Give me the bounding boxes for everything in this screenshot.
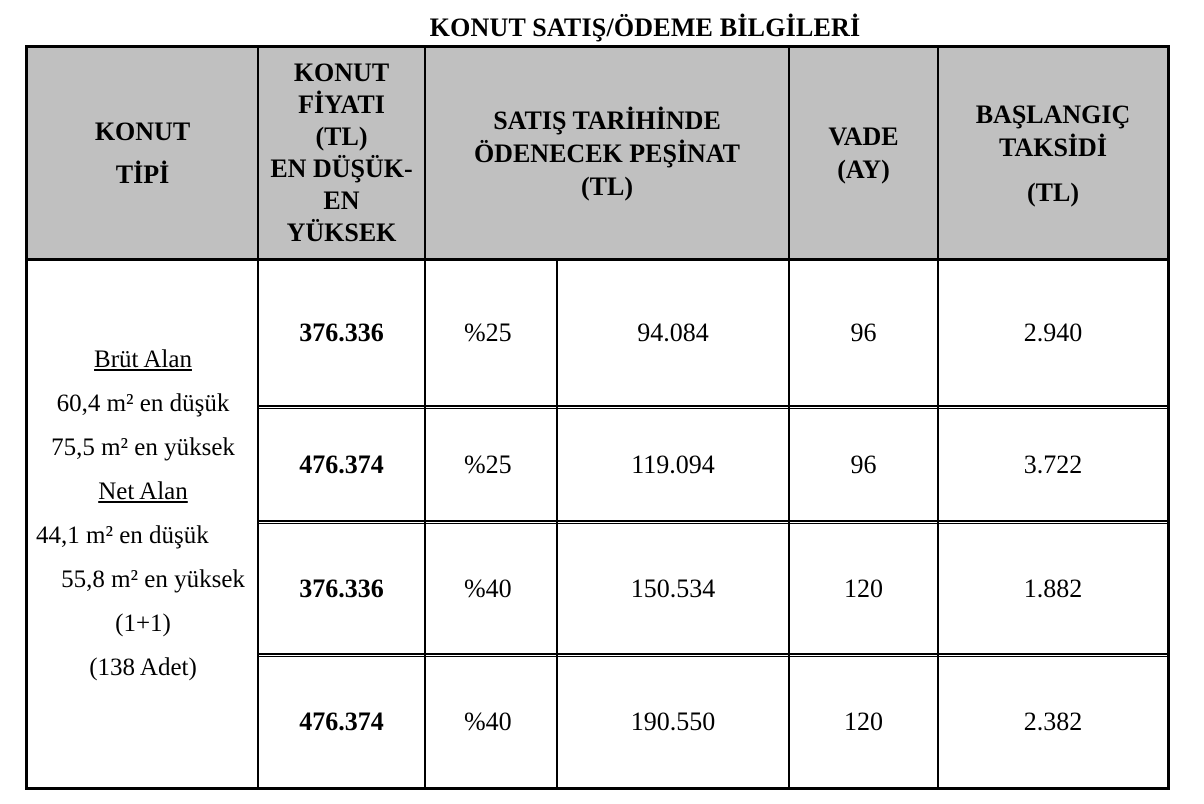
header-vade-line: VADE <box>828 122 899 151</box>
header-konut-fiyati <box>259 48 424 258</box>
header-pesinat-line: SATIŞ TARİHİNDE <box>493 105 721 135</box>
header-vade <box>790 48 937 258</box>
row4-vade: 120 <box>844 707 883 736</box>
row4-oran: %40 <box>464 707 512 736</box>
row1-oran: %25 <box>464 318 512 347</box>
row2-oran: %25 <box>464 449 512 479</box>
row1-pesinat: 94.084 <box>637 318 709 347</box>
header-divider <box>257 48 259 258</box>
header-konut-fiyati-line: KONUT <box>293 58 390 87</box>
brut-alan-label: Brüt Alan <box>94 346 192 373</box>
header-pesinat <box>426 48 788 258</box>
brut-alan-max: 75,5 m² en yüksek <box>51 434 235 461</box>
brut-alan-min: 60,4 m² en düşük <box>56 390 230 417</box>
net-alan-min: 44,1 m² en düşük <box>36 522 209 549</box>
header-vade-line: (AY) <box>837 155 890 184</box>
header-konut-tipi-line: KONUT <box>94 117 191 146</box>
header-konut-fiyati-line: FİYATI <box>298 90 385 119</box>
row1-taksit: 2.940 <box>1023 318 1083 347</box>
header-divider <box>424 48 426 258</box>
row2-pesinat: 119.094 <box>631 449 715 479</box>
row3-fiyat: 376.336 <box>299 573 384 603</box>
net-alan-label: Net Alan <box>98 478 188 505</box>
header-taksit <box>939 48 1167 258</box>
body-divider <box>424 261 426 787</box>
header-taksit-line: BAŞLANGIÇ <box>975 99 1131 129</box>
header-konut-fiyati-line: (TL) <box>315 122 368 151</box>
row1-vade: 96 <box>850 318 877 347</box>
row2-taksit: 3.722 <box>1023 449 1083 479</box>
row2-vade: 96 <box>850 449 877 479</box>
row4-pesinat: 190.550 <box>630 707 716 736</box>
header-pesinat-line: ÖDENECEK PEŞİNAT <box>473 138 741 168</box>
header-konut-fiyati-line: EN DÜŞÜK- <box>270 154 413 183</box>
header-pesinat-line: (TL) <box>580 171 633 201</box>
header-taksit-line: TAKSİDİ <box>999 132 1107 162</box>
net-alan-max: 55,8 m² en yüksek <box>61 566 245 593</box>
konut-tipi-cell <box>28 338 258 690</box>
row3-pesinat: 150.534 <box>630 573 716 603</box>
row3-taksit: 1.882 <box>1023 573 1083 603</box>
room-layout: (1+1) <box>115 610 171 637</box>
page-title: KONUT SATIŞ/ÖDEME BİLGİLERİ <box>429 13 861 42</box>
header-konut-tipi-line: TİPİ <box>115 160 170 189</box>
row2-fiyat: 476.374 <box>299 449 384 479</box>
sales-table <box>25 45 1170 790</box>
header-divider <box>937 48 939 258</box>
table-header <box>28 48 1167 261</box>
row4-fiyat: 476.374 <box>299 707 384 736</box>
header-divider <box>788 48 790 258</box>
row1-fiyat: 376.336 <box>299 318 384 347</box>
row3-vade: 120 <box>844 573 883 603</box>
header-taksit-line: (TL) <box>1027 177 1079 207</box>
unit-count: (138 Adet) <box>89 654 197 681</box>
header-konut-fiyati-line: YÜKSEK <box>286 218 397 247</box>
row3-oran: %40 <box>464 573 512 603</box>
header-konut-fiyati-line: EN <box>323 186 360 215</box>
header-konut-tipi <box>28 48 257 258</box>
row4-taksit: 2.382 <box>1023 707 1083 736</box>
